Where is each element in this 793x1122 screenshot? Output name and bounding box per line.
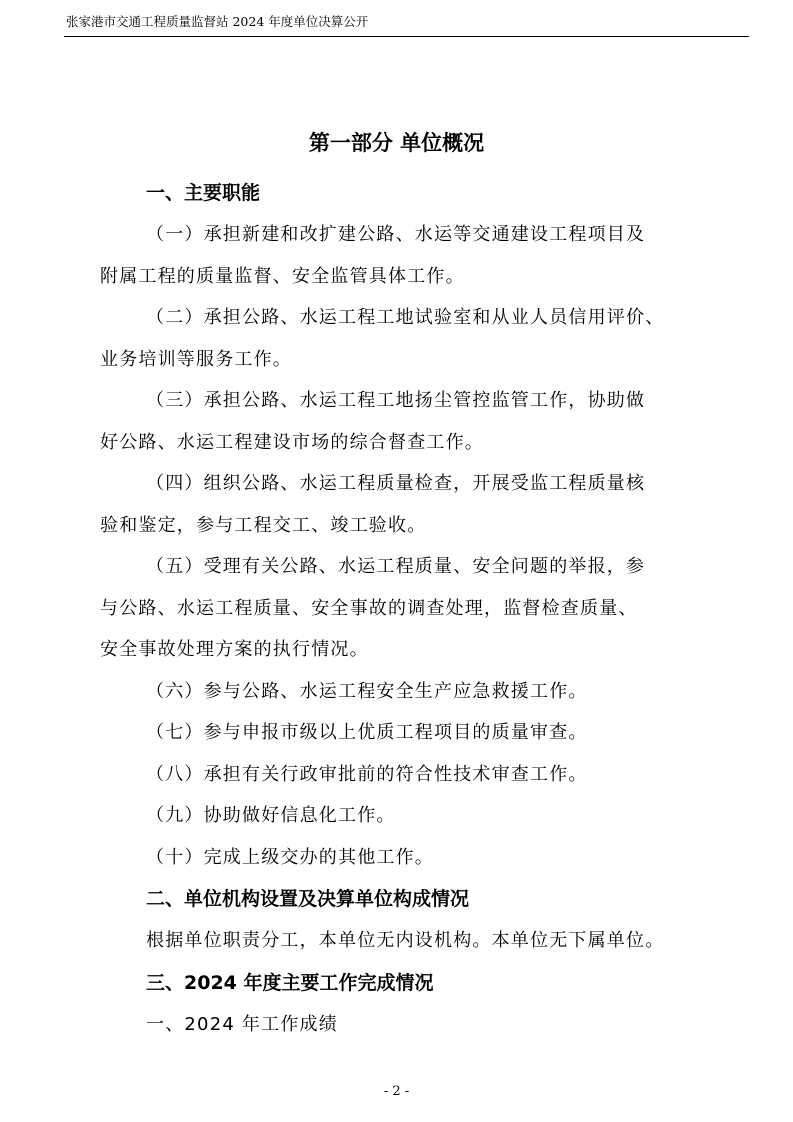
page-title: 第一部分 单位概况 xyxy=(308,131,485,155)
function-item-2-line-1: （二）承担公路、水运工程工地试验室和从业人员信用评价、 xyxy=(146,307,665,328)
function-item-9-line-1: （九）协助做好信息化工作。 xyxy=(146,805,396,826)
function-item-3-line-1: （三）承担公路、水运工程工地扬尘管控监管工作，协助做 xyxy=(146,390,646,411)
document-body xyxy=(100,172,746,1045)
function-item-7-line-1: （七）参与申报市级以上优质工程项目的质量审查。 xyxy=(146,722,588,743)
section-heading-work-completion: 三、2024 年度主要工作完成情况 xyxy=(146,971,434,994)
function-item-5-line-1: （五）受理有关公路、水运工程质量、安全问题的举报，参 xyxy=(146,556,646,577)
function-item-1-line-2: 附属工程的质量监督、安全监管具体工作。 xyxy=(100,265,465,287)
section-heading-functions: 一、主要职能 xyxy=(146,182,261,204)
function-item-4 xyxy=(100,463,746,546)
function-item-5-line-3: 安全事故处理方案的执行情况。 xyxy=(100,639,369,660)
function-item-3 xyxy=(100,380,746,463)
header-rule xyxy=(64,36,749,37)
function-item-10-line-1: （十）完成上级交办的其他工作。 xyxy=(146,846,434,868)
function-item-3-line-2: 好公路、水运工程建设市场的综合督查工作。 xyxy=(100,431,484,453)
function-item-8 xyxy=(146,754,746,796)
structure-paragraph xyxy=(146,920,746,962)
function-item-1-line-1: （一）承担新建和改扩建公路、水运等交通建设工程项目及 xyxy=(146,224,646,245)
function-item-1 xyxy=(100,214,746,297)
section-heading-structure: 二、单位机构设置及决算单位构成情况 xyxy=(146,888,470,910)
function-item-2-line-2: 业务培训等服务工作。 xyxy=(100,348,292,370)
page-number: - 2 - xyxy=(383,1084,410,1099)
function-item-10 xyxy=(146,837,746,879)
function-item-4-line-1: （四）组织公路、水运工程质量检查，开展受监工程质量核 xyxy=(146,473,646,494)
function-item-7 xyxy=(146,712,746,754)
work-achievements-subheading-line: 一、2024 年工作成绩 xyxy=(146,1013,338,1035)
structure-paragraph-line: 根据单位职责分工，本单位无内设机构。本单位无下属单位。 xyxy=(146,930,665,951)
function-item-8-line-1: （八）承担有关行政审批前的符合性技术审查工作。 xyxy=(146,763,588,785)
function-item-9 xyxy=(146,795,746,837)
function-item-5 xyxy=(100,546,746,671)
work-achievements-subheading xyxy=(146,1004,746,1046)
function-item-6 xyxy=(146,671,746,713)
function-item-5-line-2: 与公路、水运工程质量、安全事故的调查处理，监督检查质量、 xyxy=(100,597,638,619)
function-item-2 xyxy=(100,297,746,380)
function-item-6-line-1: （六）参与公路、水运工程安全生产应急救援工作。 xyxy=(146,680,588,702)
running-header: 张家港市交通工程质量监督站 2024 年度单位决算公开 xyxy=(66,14,369,29)
function-item-4-line-2: 验和鉴定，参与工程交工、竣工验收。 xyxy=(100,514,427,536)
